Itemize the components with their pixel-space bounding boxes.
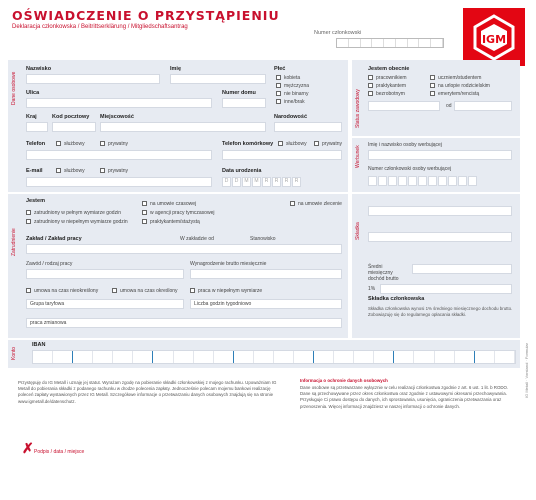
email-private-checkbox[interactable] [100, 168, 105, 173]
employment-checkbox[interactable] [26, 219, 31, 224]
country-input[interactable] [26, 122, 48, 132]
signature-label: Podpis / data / miejsce [34, 449, 85, 455]
salary-label: Wynagrodzenie brutto miesięcznie [190, 261, 267, 267]
status-checkbox[interactable] [368, 91, 373, 96]
recruiter-name-label: Imię i nazwisko osoby werbującej [368, 142, 442, 148]
status-option: na urlopie rodzicielskim [438, 83, 490, 89]
employment-checkbox[interactable] [26, 210, 31, 215]
contract-option: umowa na czas nieokreślony [34, 288, 99, 294]
personal-section-label: Dane osobowe [11, 71, 17, 105]
status-option: uczniem/studentem [438, 75, 482, 81]
status-checkbox[interactable] [430, 91, 435, 96]
ig-metall-logo-icon [463, 8, 525, 66]
employment-checkbox[interactable] [142, 219, 147, 224]
email-work-checkbox[interactable] [56, 168, 61, 173]
status-option: bezrobotnym [376, 91, 405, 97]
employment-option: na umowie czasowej [150, 201, 197, 207]
employment-option: na umowie zlecenie [298, 201, 342, 207]
contract-option: umowa na czas określony [120, 288, 178, 294]
house-number-input[interactable] [222, 98, 266, 108]
gender-checkbox[interactable] [276, 91, 281, 96]
employment-option: praktykantem/stażystą [150, 219, 200, 225]
phone-work-checkbox[interactable] [56, 141, 61, 146]
status-detail-input[interactable] [368, 101, 440, 111]
surname-label: Nazwisko [26, 66, 52, 72]
house-number-label: Numer domu [222, 90, 256, 96]
email-private-label: prywatny [108, 168, 129, 174]
employment-option: zatrudniony w niepełnym wymiarze godzin [34, 219, 128, 225]
email-work-label: służbowy [64, 168, 85, 174]
employment-checkbox[interactable] [290, 201, 295, 206]
city-label: Miejscowość [100, 114, 134, 120]
status-since-label: od [446, 103, 452, 109]
gender-checkbox[interactable] [276, 83, 281, 88]
phone-private-checkbox[interactable] [100, 141, 105, 146]
signature-x-icon: ✗ [22, 440, 34, 456]
gender-option: inne/brak [284, 99, 305, 105]
shift-input[interactable] [26, 318, 342, 328]
phone-work-label: służbowy [64, 141, 85, 147]
hours-label: Liczba godzin tygodniowo [194, 301, 252, 307]
page-title: OŚWIADCZENIE O PRZYSTĄPIENIU [12, 8, 280, 23]
recruiter-name-input[interactable] [368, 150, 512, 160]
iban-label: IBAN [32, 342, 46, 348]
recruit-section-label: Werbunek [355, 145, 361, 168]
city-input[interactable] [100, 122, 266, 132]
gender-checkbox[interactable] [276, 75, 281, 80]
job-label: Zawód / rodzaj pracy [26, 261, 73, 267]
employer-label: Zakład / Zakład pracy [26, 236, 82, 242]
country-label: Kraj [26, 114, 37, 120]
gender-option: kobieta [284, 75, 301, 81]
employment-checkbox[interactable] [142, 210, 147, 215]
job-input[interactable] [26, 269, 184, 279]
surname-input[interactable] [26, 74, 160, 84]
consent-text: Przystępuję do IG Metall i uznaję jej statut. Wyrażam zgodę na pobieranie składki członkowskiej z mojego rachunku. Upoważniam IG Metall do pobierania składki z podanego rachunku w drodze polecenia zapłaty. Jednocześnie polecam mojemu bankowi realizację poleceń zapłaty wystawionych przez IG Metall. Szczegółowe informacje o przetwarzaniu danych osobowych znajdują się na stronie www.igmetall.de/datenschutz. [18, 380, 277, 404]
fee-section-label: Składka [355, 222, 361, 240]
mobile-work-checkbox[interactable] [278, 141, 283, 146]
fee-detail-input[interactable] [368, 206, 512, 216]
member-number-label: Numer członkowski [314, 30, 362, 36]
status-checkbox[interactable] [430, 75, 435, 80]
status-option: praktykantem [376, 83, 407, 89]
page-subtitle: Deklaracja członkowska / Beitrittserklärung / Mitgliedschaftsantrag [12, 24, 188, 30]
fee-percent: 1% [368, 286, 376, 292]
status-checkbox[interactable] [368, 83, 373, 88]
status-option: emerytem/rencistą [438, 91, 480, 97]
street-input[interactable] [26, 98, 212, 108]
tariff-label: Grupa taryfowa [30, 301, 65, 307]
phone-private-label: prywatny [108, 141, 129, 147]
recruiter-number-label: Numer członkowski osoby werbującej [368, 166, 452, 172]
gross-income-label: Średni miesięczny dochód brutto [368, 264, 399, 282]
gender-option: nie binarny [284, 91, 309, 97]
recruiter-number-input[interactable] [368, 176, 477, 186]
status-option: pracownikiem [376, 75, 407, 81]
postcode-label: Kod pocztowy [52, 114, 90, 120]
since-label: W zakładzie od [180, 236, 214, 242]
fee-label: Składka członkowska [368, 296, 425, 302]
status-checkbox[interactable] [430, 83, 435, 88]
street-label: Ulica [26, 90, 40, 96]
form-code: IG Metall · Vorstand · Formular [524, 343, 529, 398]
dob-input[interactable]: D D M M R R R R [222, 177, 301, 187]
gender-option: mężczyzna [284, 83, 310, 89]
gender-label: Płeć [274, 66, 286, 72]
employment-heading: Jestem [26, 198, 45, 204]
employment-option: w agencji pracy tymczasowej [150, 210, 215, 216]
privacy-text: Dane osobowe są przetwarzane wyłącznie w celu realizacji członkostwa zgodnie z art. 6 ust. 1 lit. b RODO. Dane są przechowywane przez okres członkostwa oraz zgodnie z ustawowymi okresami przechowywania. Przysługuje Ci prawo dostępu do danych, ich sprostowania, usunięcia, ograniczenia przetwarzania oraz przenoszenia. Więcej informacji znajdziesz w naszej informacji o ochronie danych. [300, 385, 509, 409]
privacy-title: Informacja o ochronie danych osobowych [300, 378, 388, 383]
fee-amount-input[interactable] [380, 284, 512, 294]
bank-section-label: Konto [11, 346, 17, 360]
status-checkbox[interactable] [368, 75, 373, 80]
employment-section-label: Zatrudnienie [11, 228, 17, 256]
member-number-field[interactable] [336, 38, 444, 48]
contract-option: praca w niepełnym wymiarze [198, 288, 263, 294]
unit-label: Stanowisko [250, 236, 276, 242]
mobile-private-checkbox[interactable] [314, 141, 319, 146]
phone-input[interactable] [26, 150, 212, 160]
contract-checkbox[interactable] [112, 288, 117, 293]
contract-checkbox[interactable] [26, 288, 31, 293]
status-since-input[interactable] [454, 101, 512, 111]
employment-option: zatrudniony w pełnym wymiarze godzin [34, 210, 121, 216]
mobile-input[interactable] [222, 150, 342, 160]
gross-income-input[interactable] [412, 264, 512, 274]
employment-checkbox[interactable] [142, 201, 147, 206]
shift-label: praca zmianowa [30, 320, 67, 326]
dob-label: Data urodzenia [222, 168, 262, 174]
fee-description: Składka członkowska wynosi 1% średniego miesięcznego dochodu brutto. Zobowiązuję się do regularnego opłacania składki. [368, 306, 513, 318]
firstname-input[interactable] [170, 74, 266, 84]
phone-label: Telefon [26, 141, 46, 147]
email-label: E-mail [26, 168, 43, 174]
email-input[interactable] [26, 177, 212, 187]
mobile-private-label: prywatny [322, 141, 343, 147]
fee-detail-input-2[interactable] [368, 232, 512, 242]
salary-input[interactable] [190, 269, 342, 279]
svg-text:IGM: IGM [481, 33, 507, 46]
firstname-label: Imię [170, 66, 182, 72]
mobile-work-label: służbowy [286, 141, 307, 147]
employer-input[interactable] [26, 244, 342, 254]
status-heading: Jestem obecnie [368, 66, 410, 72]
mobile-label: Telefon komórkowy [222, 141, 274, 147]
gender-checkbox[interactable] [276, 99, 281, 104]
status-section-label: Status zawodowy [355, 89, 361, 128]
nationality-label: Narodowość [274, 114, 308, 120]
nationality-input[interactable] [274, 122, 342, 132]
iban-input[interactable] [32, 350, 516, 364]
postcode-input[interactable] [52, 122, 96, 132]
contract-checkbox[interactable] [190, 288, 195, 293]
